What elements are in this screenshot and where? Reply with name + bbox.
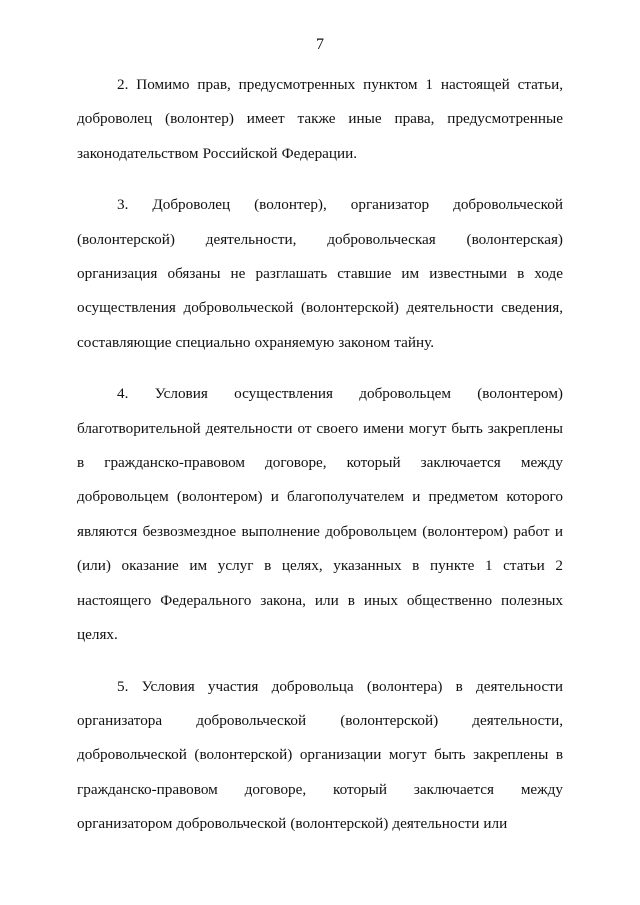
- document-body: [77, 68, 563, 859]
- paragraph-4: 4. Условия осуществления добровольцем (волонтером) благотворительной деятельности от своего имени могут быть закреплены в гражданско-правовом договоре, который заключается между добровольцем (волонтером) и благополучателем и предметом которого являются безвозмездное выполнение добровольцем (волонтером) работ и (или) оказание им услуг в целях, указанных в пункте 1 статьи 2 настоящего Федерального закона, или в иных общественно полезных целях.: [77, 385, 563, 644]
- paragraph-3: 3. Доброволец (волонтер), организатор добровольческой (волонтерской) деятельности, добровольческая (волонтерская) организация обязаны не разглашать ставшие им известными в ходе осуществления добровольческой (волонтерской) деятельности сведения, составляющие специально охраняемую законом тайну.: [77, 196, 563, 351]
- paragraph-2: 2. Помимо прав, предусмотренных пунктом 1 настоящей статьи, доброволец (волонтер) имеет также иные права, предусмотренные законодательством Российской Федерации.: [77, 76, 563, 162]
- paragraph-5: 5. Условия участия добровольца (волонтера) в деятельности организатора добровольческой (волонтерской) деятельности, добровольческой (волонтерской) организации могут быть закреплены в гражданско-правовом договоре, который заключается между организатором добровольческой (волонтерской) деятельности или: [77, 677, 563, 833]
- page-number: 7: [316, 36, 324, 53]
